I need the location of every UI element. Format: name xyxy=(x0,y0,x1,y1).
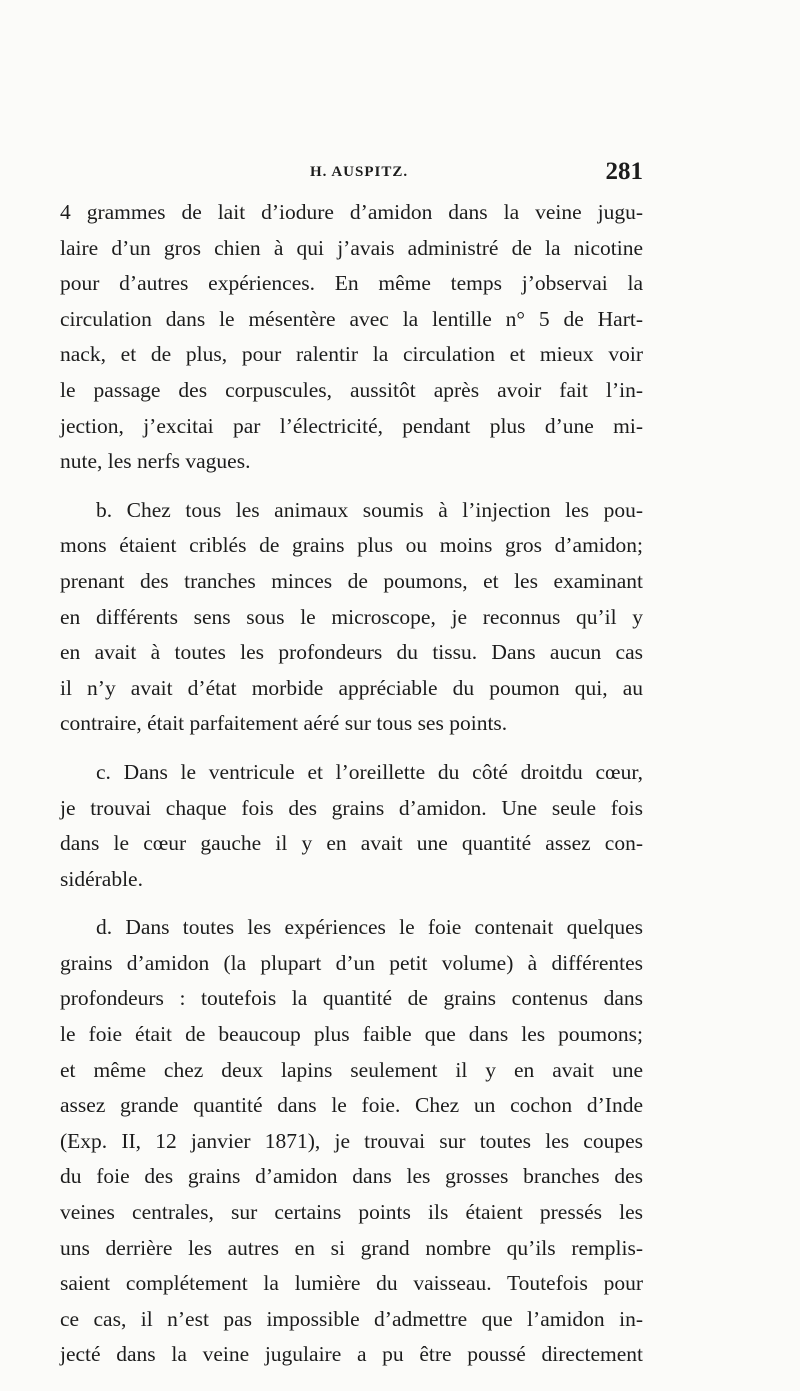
text-line: du foie des grains d’amidon dans les grosses branches des xyxy=(60,1164,643,1189)
paragraph-gap xyxy=(60,897,643,910)
text-line: sidérable. xyxy=(60,866,143,891)
text-line: laire d’un gros chien à qui j’avais administré de la nicotine xyxy=(60,235,643,260)
text-line: en différents sens sous le microscope, je reconnus qu’il y xyxy=(60,604,643,629)
text-line: en avait à toutes les profondeurs du tissu. Dans aucun cas xyxy=(60,640,643,665)
text-line: je trouvai chaque fois des grains d’amidon. Une seule fois xyxy=(60,795,643,820)
paragraph-b xyxy=(60,493,643,742)
text-line: le passage des corpuscules, aussitôt après avoir fait l’in- xyxy=(60,377,643,402)
text-line: et même chez deux lapins seulement il y en avait une xyxy=(60,1057,643,1082)
text-line: 4 grammes de lait d’iodure d’amidon dans la veine jugu- xyxy=(60,200,643,224)
text-line: ce cas, il n’est pas impossible d’admettre que l’amidon in- xyxy=(60,1306,643,1331)
text-line: veines centrales, sur certains points ils étaient pressés les xyxy=(60,1200,643,1225)
text-line: contraire, était parfaitement aéré sur tous ses points. xyxy=(60,711,508,736)
text-line: mons étaient criblés de grains plus ou moins gros d’amidon; xyxy=(60,533,643,558)
paragraph-c xyxy=(60,755,643,897)
text-line: profondeurs : toutefois la quantité de grains contenus dans xyxy=(60,986,643,1011)
paragraph-a-continued xyxy=(60,195,643,480)
text-line: grains d’amidon (la plupart d’un petit volume) à différentes xyxy=(60,950,643,975)
text-line: pour d’autres expériences. En même temps j’observai la xyxy=(60,271,643,296)
paragraph-d xyxy=(60,910,643,1373)
paragraph-gap xyxy=(60,742,643,755)
text-line: assez grande quantité dans le foie. Chez un cochon d’Inde xyxy=(60,1093,643,1118)
text-line: d. Dans toutes les expériences le foie contenait quelques xyxy=(96,915,643,940)
text-line: jecté dans la veine jugulaire a pu être poussé directement xyxy=(60,1342,643,1367)
text-line: le foie était de beaucoup plus faible que dans les poumons; xyxy=(60,1022,643,1047)
text-line: nack, et de plus, pour ralentir la circulation et mieux voir xyxy=(60,342,643,367)
text-line: c. Dans le ventricule et l’oreillette du côté droitdu cœur, xyxy=(96,759,643,784)
text-line: dans le cœur gauche il y en avait une quantité assez con- xyxy=(60,831,643,856)
text-line: il n’y avait d’état morbide appréciable du poumon qui, au xyxy=(60,675,643,700)
text-line: (Exp. II, 12 janvier 1871), je trouvai sur toutes les coupes xyxy=(60,1128,643,1153)
paragraph-gap xyxy=(60,480,643,493)
text-line: prenant des tranches minces de poumons, et les examinant xyxy=(60,568,643,593)
body-text xyxy=(60,195,643,1373)
text-line: circulation dans le mésentère avec la lentille n° 5 de Hart- xyxy=(60,306,643,331)
page-header xyxy=(60,158,643,190)
text-line: uns derrière les autres en si grand nombre qu’ils remplis- xyxy=(60,1235,643,1260)
page-number: 281 xyxy=(605,158,643,185)
running-head: H. AUSPITZ. xyxy=(310,164,409,180)
text-line: nute, les nerfs vagues. xyxy=(60,449,251,474)
text-line: jection, j’excitai par l’électricité, pendant plus d’une mi- xyxy=(60,413,643,438)
text-line: saient complétement la lumière du vaisseau. Toutefois pour xyxy=(60,1271,643,1296)
text-line: b. Chez tous les animaux soumis à l’injection les pou- xyxy=(96,497,643,522)
